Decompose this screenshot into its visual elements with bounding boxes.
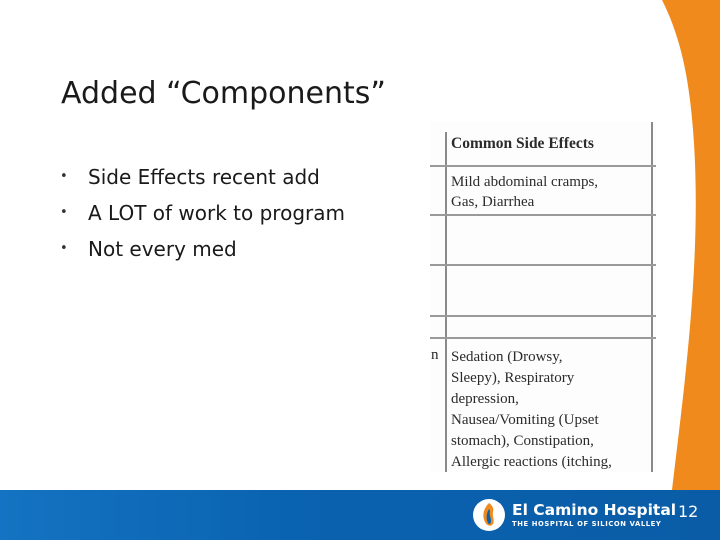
bullet-dot-icon: • <box>60 169 68 184</box>
bullet-item: • Side Effects recent add <box>60 165 320 189</box>
scan-cell-line: Gas, Diarrhea <box>451 194 535 210</box>
scan-cell-line: Allergic reactions (itching, <box>451 454 612 470</box>
scan-column-header: Common Side Effects <box>451 135 594 152</box>
scan-left-fragment: n <box>431 347 439 363</box>
bullet-list <box>60 164 345 272</box>
bullet-dot-icon: • <box>60 241 68 256</box>
scan-cell-line: Sleepy), Respiratory <box>451 370 575 386</box>
scan-cell-line: stomach), Constipation, <box>451 433 594 449</box>
flame-figure-icon <box>473 499 505 531</box>
scan-cell-line: depression, <box>451 391 519 407</box>
slide-title: Added “Components” <box>61 76 386 111</box>
scan-cell-line: Sedation (Drowsy, <box>451 349 563 365</box>
page-number: 12 <box>678 502 699 521</box>
bullet-item: • Not every med <box>60 237 237 261</box>
logo-name: El Camino Hospital <box>512 501 677 519</box>
logo-tagline: THE HOSPITAL OF SILICON VALLEY <box>512 520 662 528</box>
scan-cell-line: Mild abdominal cramps, <box>451 174 599 190</box>
scan-cell-line: Nausea/Vomiting (Upset <box>451 412 599 428</box>
scanned-table-image <box>430 122 656 472</box>
bullet-item: • A LOT of work to program <box>60 201 345 225</box>
bullet-dot-icon: • <box>60 205 68 220</box>
